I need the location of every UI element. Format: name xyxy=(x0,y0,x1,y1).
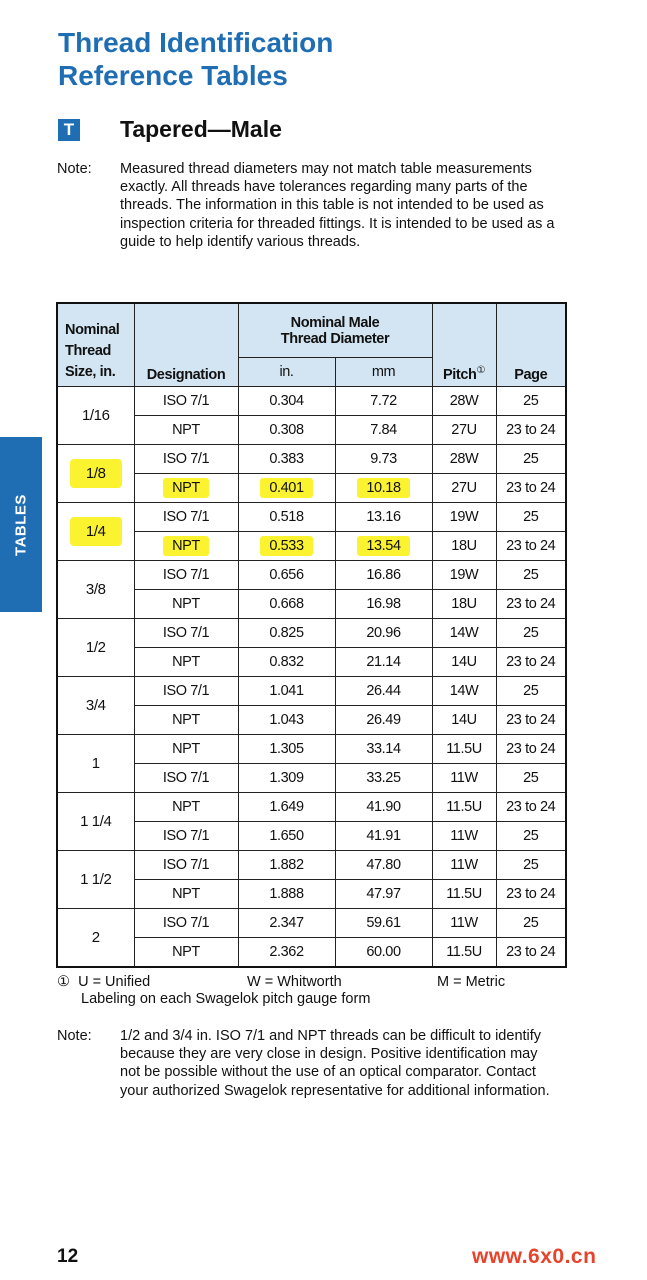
cell-page: 23 to 24 xyxy=(496,706,566,735)
page-number: 12 xyxy=(57,1246,79,1267)
cell-in: 1.650 xyxy=(238,822,335,851)
cell-in: 0.825 xyxy=(238,619,335,648)
cell-in: 1.309 xyxy=(238,764,335,793)
header-pitch: Pitch① xyxy=(432,303,496,387)
cell-designation: NPT xyxy=(134,590,238,619)
cell-pitch: 14W xyxy=(432,677,496,706)
cell-pitch: 27U xyxy=(432,416,496,445)
cell-page: 23 to 24 xyxy=(496,880,566,909)
tapered-t-icon: T xyxy=(58,119,80,141)
cell-page: 23 to 24 xyxy=(496,938,566,968)
thread-size-cell: 1/16 xyxy=(57,387,134,445)
cell-designation: ISO 7/1 xyxy=(134,387,238,416)
section-heading: Tapered—Male xyxy=(120,116,282,142)
cell-page: 23 to 24 xyxy=(496,735,566,764)
cell-designation: ISO 7/1 xyxy=(134,445,238,474)
highlighted-value: 13.54 xyxy=(357,536,409,556)
note-bottom-text: 1/2 and 3/4 in. ISO 7/1 and NPT threads can be difficult to identify because they are very close in design. Positive identification may not be possible without the use of an optical comparator. Contact your authorized Swagelok representative for additional information. xyxy=(120,1028,550,1099)
cell-designation: NPT xyxy=(134,706,238,735)
header-designation: Designation xyxy=(134,303,238,387)
table-row xyxy=(57,474,566,503)
cell-mm: 13.16 xyxy=(335,503,432,532)
cell-page: 23 to 24 xyxy=(496,590,566,619)
highlighted-value: 0.533 xyxy=(260,536,312,556)
cell-in: 0.518 xyxy=(238,503,335,532)
cell-pitch: 28W xyxy=(432,445,496,474)
cell-in: 1.305 xyxy=(238,735,335,764)
cell-page: 25 xyxy=(496,909,566,938)
cell-mm: 26.44 xyxy=(335,677,432,706)
cell-page: 23 to 24 xyxy=(496,793,566,822)
thread-size-cell xyxy=(57,503,134,561)
table-row xyxy=(57,561,566,590)
cell-designation xyxy=(134,532,238,561)
side-tab-label: TABLES xyxy=(12,493,30,556)
cell-pitch: 18U xyxy=(432,590,496,619)
cell-in: 1.882 xyxy=(238,851,335,880)
cell-mm: 59.61 xyxy=(335,909,432,938)
cell-mm: 9.73 xyxy=(335,445,432,474)
footnote-line-2: Labeling on each Swagelok pitch gauge form xyxy=(81,991,371,1007)
header-in: in. xyxy=(238,358,335,387)
cell-in: 0.656 xyxy=(238,561,335,590)
thread-table xyxy=(56,302,567,968)
page-title-line-1: Thread Identification xyxy=(58,27,334,58)
table-row xyxy=(57,648,566,677)
cell-mm: 33.14 xyxy=(335,735,432,764)
cell-in xyxy=(238,474,335,503)
cell-designation: ISO 7/1 xyxy=(134,909,238,938)
cell-in: 0.832 xyxy=(238,648,335,677)
cell-designation: NPT xyxy=(134,938,238,968)
cell-page: 25 xyxy=(496,822,566,851)
table-row xyxy=(57,880,566,909)
cell-mm: 41.90 xyxy=(335,793,432,822)
cell-mm: 60.00 xyxy=(335,938,432,968)
table-row xyxy=(57,764,566,793)
cell-pitch: 19W xyxy=(432,561,496,590)
highlighted-value: NPT xyxy=(163,536,209,556)
cell-mm: 21.14 xyxy=(335,648,432,677)
cell-in: 2.347 xyxy=(238,909,335,938)
thread-size-cell: 2 xyxy=(57,909,134,968)
highlighted-value: NPT xyxy=(163,478,209,498)
table-row xyxy=(57,909,566,938)
table-row xyxy=(57,619,566,648)
cell-in: 0.383 xyxy=(238,445,335,474)
note-bottom-label: Note: xyxy=(57,1028,92,1044)
cell-in: 1.041 xyxy=(238,677,335,706)
cell-pitch: 11W xyxy=(432,909,496,938)
cell-designation: NPT xyxy=(134,793,238,822)
cell-designation: NPT xyxy=(134,735,238,764)
cell-designation xyxy=(134,474,238,503)
cell-pitch: 11.5U xyxy=(432,938,496,968)
cell-in: 0.304 xyxy=(238,387,335,416)
cell-in: 1.649 xyxy=(238,793,335,822)
pitch-footnote-mark: ① xyxy=(476,365,486,377)
cell-designation: ISO 7/1 xyxy=(134,677,238,706)
table-row xyxy=(57,677,566,706)
cell-designation: NPT xyxy=(134,880,238,909)
cell-mm: 16.98 xyxy=(335,590,432,619)
cell-in: 2.362 xyxy=(238,938,335,968)
header-page: Page xyxy=(496,303,566,387)
cell-mm: 20.96 xyxy=(335,619,432,648)
cell-page: 25 xyxy=(496,387,566,416)
header-nominal-diameter: Nominal Male Thread Diameter xyxy=(238,303,432,358)
table-row xyxy=(57,851,566,880)
cell-pitch: 27U xyxy=(432,474,496,503)
thread-size-cell: 3/8 xyxy=(57,561,134,619)
cell-in: 0.668 xyxy=(238,590,335,619)
cell-in: 1.043 xyxy=(238,706,335,735)
thread-size-cell xyxy=(57,445,134,503)
cell-designation: ISO 7/1 xyxy=(134,561,238,590)
cell-pitch: 19W xyxy=(432,503,496,532)
cell-mm: 47.97 xyxy=(335,880,432,909)
cell-pitch: 11.5U xyxy=(432,735,496,764)
header-nominal-size: Nominal Thread Size, in. xyxy=(57,303,134,387)
thread-size-cell: 1/2 xyxy=(57,619,134,677)
cell-pitch: 11W xyxy=(432,764,496,793)
cell-pitch: 11.5U xyxy=(432,880,496,909)
cell-page: 23 to 24 xyxy=(496,532,566,561)
cell-pitch: 11W xyxy=(432,822,496,851)
cell-designation: ISO 7/1 xyxy=(134,503,238,532)
page-title xyxy=(58,26,333,92)
cell-in xyxy=(238,532,335,561)
note-top-label: Note: xyxy=(57,161,92,177)
table-row xyxy=(57,822,566,851)
cell-pitch: 14U xyxy=(432,706,496,735)
cell-page: 23 to 24 xyxy=(496,474,566,503)
cell-designation: ISO 7/1 xyxy=(134,764,238,793)
watermark: www.6x0.cn xyxy=(472,1245,597,1268)
cell-page: 25 xyxy=(496,561,566,590)
footnote-unified: ① U = Unified xyxy=(57,974,151,990)
cell-pitch: 11.5U xyxy=(432,793,496,822)
cell-designation: ISO 7/1 xyxy=(134,851,238,880)
cell-mm xyxy=(335,474,432,503)
header-mm: mm xyxy=(335,358,432,387)
thread-size-cell: 1 1/4 xyxy=(57,793,134,851)
cell-page: 25 xyxy=(496,677,566,706)
footnote-metric: M = Metric xyxy=(437,974,506,990)
cell-page: 23 to 24 xyxy=(496,648,566,677)
cell-mm: 16.86 xyxy=(335,561,432,590)
table-row xyxy=(57,416,566,445)
cell-page: 25 xyxy=(496,445,566,474)
cell-mm: 7.84 xyxy=(335,416,432,445)
cell-pitch: 28W xyxy=(432,387,496,416)
side-tab-tables[interactable] xyxy=(0,437,42,612)
cell-mm xyxy=(335,532,432,561)
highlighted-value: 0.401 xyxy=(260,478,312,498)
cell-pitch: 14U xyxy=(432,648,496,677)
cell-mm: 7.72 xyxy=(335,387,432,416)
cell-pitch: 14W xyxy=(432,619,496,648)
footnote-whitworth: W = Whitworth xyxy=(247,974,342,990)
cell-page: 25 xyxy=(496,851,566,880)
cell-mm: 41.91 xyxy=(335,822,432,851)
cell-page: 25 xyxy=(496,503,566,532)
thread-size-cell: 3/4 xyxy=(57,677,134,735)
note-top-text: Measured thread diameters may not match table measurements exactly. All threads have tolerances regarding many parts of the threads. The information in this table is not intended to be used as inspection criteria for threaded fittings. It is intended to be used as a guide to help identify various threads. xyxy=(120,161,555,250)
page-title-line-2: Reference Tables xyxy=(58,60,288,91)
table-row xyxy=(57,735,566,764)
cell-mm: 33.25 xyxy=(335,764,432,793)
cell-pitch: 11W xyxy=(432,851,496,880)
thread-size-cell: 1 1/2 xyxy=(57,851,134,909)
cell-designation: ISO 7/1 xyxy=(134,822,238,851)
highlighted-size: 1/8 xyxy=(70,459,122,488)
table-row xyxy=(57,532,566,561)
cell-in: 0.308 xyxy=(238,416,335,445)
thread-size-cell: 1 xyxy=(57,735,134,793)
cell-page: 25 xyxy=(496,764,566,793)
cell-pitch: 18U xyxy=(432,532,496,561)
cell-in: 1.888 xyxy=(238,880,335,909)
table-row xyxy=(57,793,566,822)
cell-page: 23 to 24 xyxy=(496,416,566,445)
cell-mm: 47.80 xyxy=(335,851,432,880)
table-row xyxy=(57,503,566,532)
table-row xyxy=(57,387,566,416)
highlighted-size: 1/4 xyxy=(70,517,122,546)
table-row xyxy=(57,590,566,619)
cell-mm: 26.49 xyxy=(335,706,432,735)
highlighted-value: 10.18 xyxy=(357,478,409,498)
cell-designation: NPT xyxy=(134,416,238,445)
cell-page: 25 xyxy=(496,619,566,648)
table-row xyxy=(57,938,566,968)
cell-designation: ISO 7/1 xyxy=(134,619,238,648)
table-row xyxy=(57,706,566,735)
cell-designation: NPT xyxy=(134,648,238,677)
table-row xyxy=(57,445,566,474)
